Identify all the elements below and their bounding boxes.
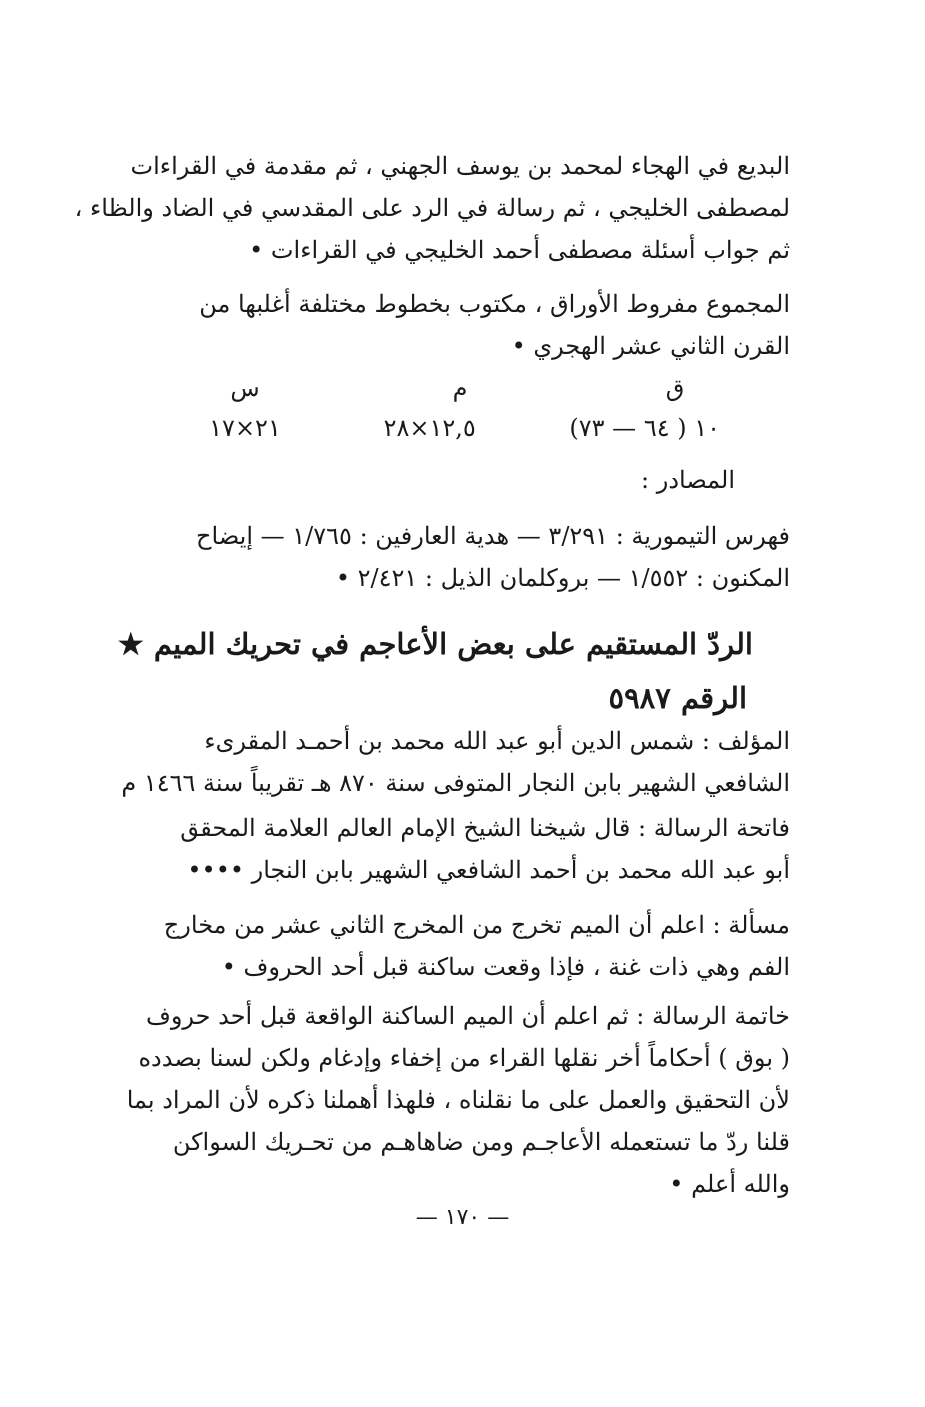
- manuscript-measurements: [200, 368, 720, 448]
- text-line: الشافعي الشهير بابن النجار المتوفى سنة ٨٧٠ هـ تقريباً سنة ١٤٦٦ م: [121, 769, 790, 797]
- text-line: خاتمة الرسالة : ثم اعلم أن الميم الساكنة الواقعة قبل أحد حروف: [145, 1002, 790, 1030]
- entry-title: الردّ المستقيم على بعض الأعاجم في تحريك الميم ★: [117, 627, 753, 661]
- text-line: المؤلف : شمس الدين أبو عبد الله محمد بن أحمـد المقرىء: [204, 727, 790, 755]
- text-line: ثم جواب أسئلة مصطفى أحمد الخليجي في القراءات •: [249, 236, 790, 264]
- measurements-header-row: [200, 368, 720, 408]
- intro-paragraph: [74, 145, 790, 271]
- text-line: مسألة : اعلم أن الميم تخرج من المخرج الثاني عشر من مخارج: [163, 911, 790, 939]
- value-lines: ٢١×١٧: [209, 414, 281, 442]
- value-size: ١٢,٥×٢٨: [383, 414, 476, 442]
- sources-heading: المصادر :: [641, 466, 735, 494]
- closing-paragraph: [126, 995, 790, 1205]
- sources-paragraph: [140, 515, 790, 599]
- entry-number: الرقم ٥٩٨٧: [608, 681, 747, 715]
- header-leaves: ق: [665, 374, 685, 402]
- description-paragraph: [140, 283, 790, 367]
- text-line: قلنا ردّ ما تستعمله الأعاجـم ومن ضاهاهـم من تحـريك السواكن: [172, 1128, 790, 1156]
- opening-paragraph: [140, 807, 790, 891]
- value-leaves: ١٠ ( ٦٤ — ٧٣): [569, 414, 720, 442]
- author-paragraph: [121, 720, 790, 804]
- text-line: البديع في الهجاء لمحمد بن يوسف الجهني ، ثم مقدمة في القراءات: [130, 152, 790, 180]
- issue-paragraph: [140, 904, 790, 988]
- text-line: لمصطفى الخليجي ، ثم رسالة في الرد على المقدسي في الضاد والظاء ،: [74, 194, 790, 222]
- text-line: الفم وهي ذات غنة ، فإذا وقعت ساكنة قبل أحد الحروف •: [221, 953, 790, 981]
- text-line: والله أعلم •: [669, 1170, 790, 1198]
- page-number: — ١٧٠ —: [415, 1205, 510, 1230]
- text-line: فهرس التيمورية : ٣/٢٩١ — هدية العارفين : ١/٧٦٥ — إيضاح: [196, 522, 790, 550]
- text-line: فاتحة الرسالة : قال شيخنا الشيخ الإمام العالم العلامة المحقق: [180, 814, 790, 842]
- text-line: لأن التحقيق والعمل على ما نقلناه ، فلهذا أهملنا ذكره لأن المراد بما: [126, 1086, 790, 1114]
- text-line: أبو عبد الله محمد بن أحمد الشافعي الشهير بابن النجار ••••: [187, 856, 790, 884]
- header-size: م: [452, 374, 468, 402]
- text-line: المكنون : ١/٥٥٢ — بروكلمان الذيل : ٢/٤٢١ •: [335, 564, 790, 592]
- text-line: المجموع مفروط الأوراق ، مكتوب بخطوط مختلفة أغلبها من: [199, 290, 790, 318]
- text-line: ( بوق ) أحكاماً أخر نقلها القراء من إخفاء وإدغام ولكن لسنا بصدده: [138, 1044, 790, 1072]
- measurements-value-row: [200, 408, 720, 448]
- text-line: القرن الثاني عشر الهجري •: [511, 332, 790, 360]
- header-lines: س: [230, 374, 260, 402]
